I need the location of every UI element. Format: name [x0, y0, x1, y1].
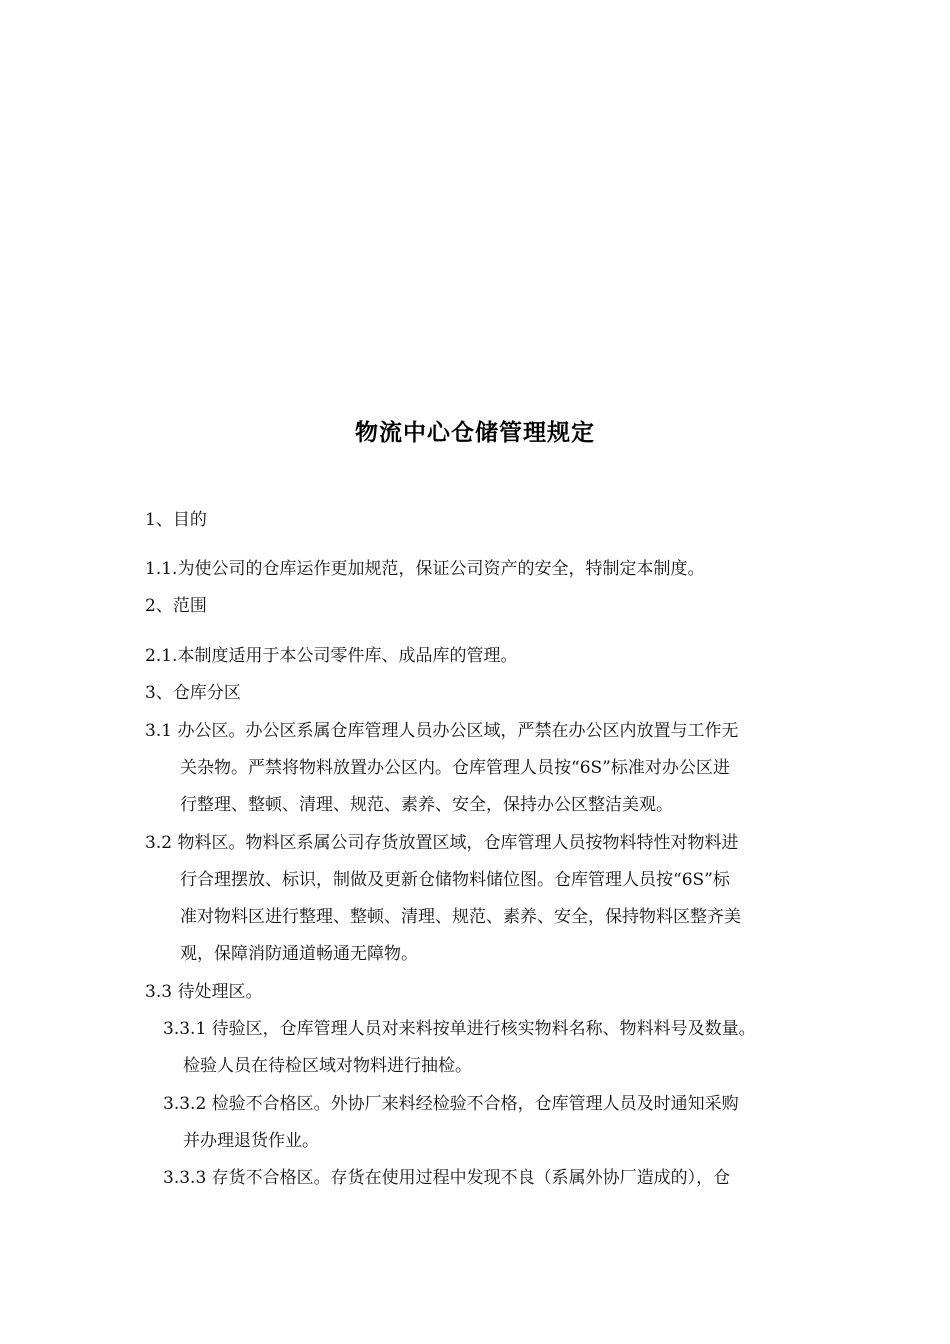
- paragraph-3-2-line-2: 行合理摆放、标识，制做及更新仓储物料储位图。仓库管理人员按“6S”标: [180, 870, 730, 890]
- paragraph-3-1-line-3: 行整理、整顿、清理、规范、素养、安全，保持办公区整洁美观。: [180, 795, 673, 815]
- section-heading-purpose: 1、目的: [145, 510, 207, 530]
- document-title: 物流中心仓储管理规定: [355, 420, 595, 446]
- paragraph-3-2-line-4: 观，保障消防通道畅通无障物。: [180, 944, 418, 964]
- paragraph-3-2-line-3: 准对物料区进行整理、整顿、清理、规范、素养、安全，保持物料区整齐美: [180, 907, 741, 927]
- paragraph-3-3-3-line-1: 3.3.3 存货不合格区。存货在使用过程中发现不良（系属外协厂造成的），仓: [163, 1168, 731, 1188]
- paragraph-3-1-line-2: 关杂物。严禁将物料放置办公区内。仓库管理人员按“6S”标准对办公区进: [180, 758, 730, 778]
- paragraph-3-3-1-line-2: 检验人员在待检区域对物料进行抽检。: [183, 1056, 472, 1076]
- section-heading-warehouse-zones: 3、仓库分区: [145, 683, 241, 703]
- section-heading-3-3: 3.3 待处理区。: [145, 982, 263, 1002]
- paragraph-3-3-2-line-2: 并办理退货作业。: [183, 1131, 319, 1151]
- paragraph-3-3-1-line-1: 3.3.1 待验区，仓库管理人员对来料按单进行核实物料名称、物料料号及数量。: [163, 1019, 756, 1039]
- paragraph-3-1-line-1: 3.1 办公区。办公区系属仓库管理人员办公区域，严禁在办公区内放置与工作无: [145, 721, 739, 741]
- paragraph-2-1: 2.1.本制度适用于本公司零件库、成品库的管理。: [145, 646, 518, 666]
- paragraph-1-1: 1.1.为使公司的仓库运作更加规范，保证公司资产的安全，特制定本制度。: [145, 559, 705, 579]
- paragraph-3-3-2-line-1: 3.3.2 检验不合格区。外协厂来料经检验不合格，仓库管理人员及时通知采购: [163, 1094, 739, 1114]
- section-heading-scope: 2、范围: [145, 596, 207, 616]
- paragraph-3-2-line-1: 3.2 物料区。物料区系属公司存货放置区域，仓库管理人员按物料特性对物料进: [145, 833, 739, 853]
